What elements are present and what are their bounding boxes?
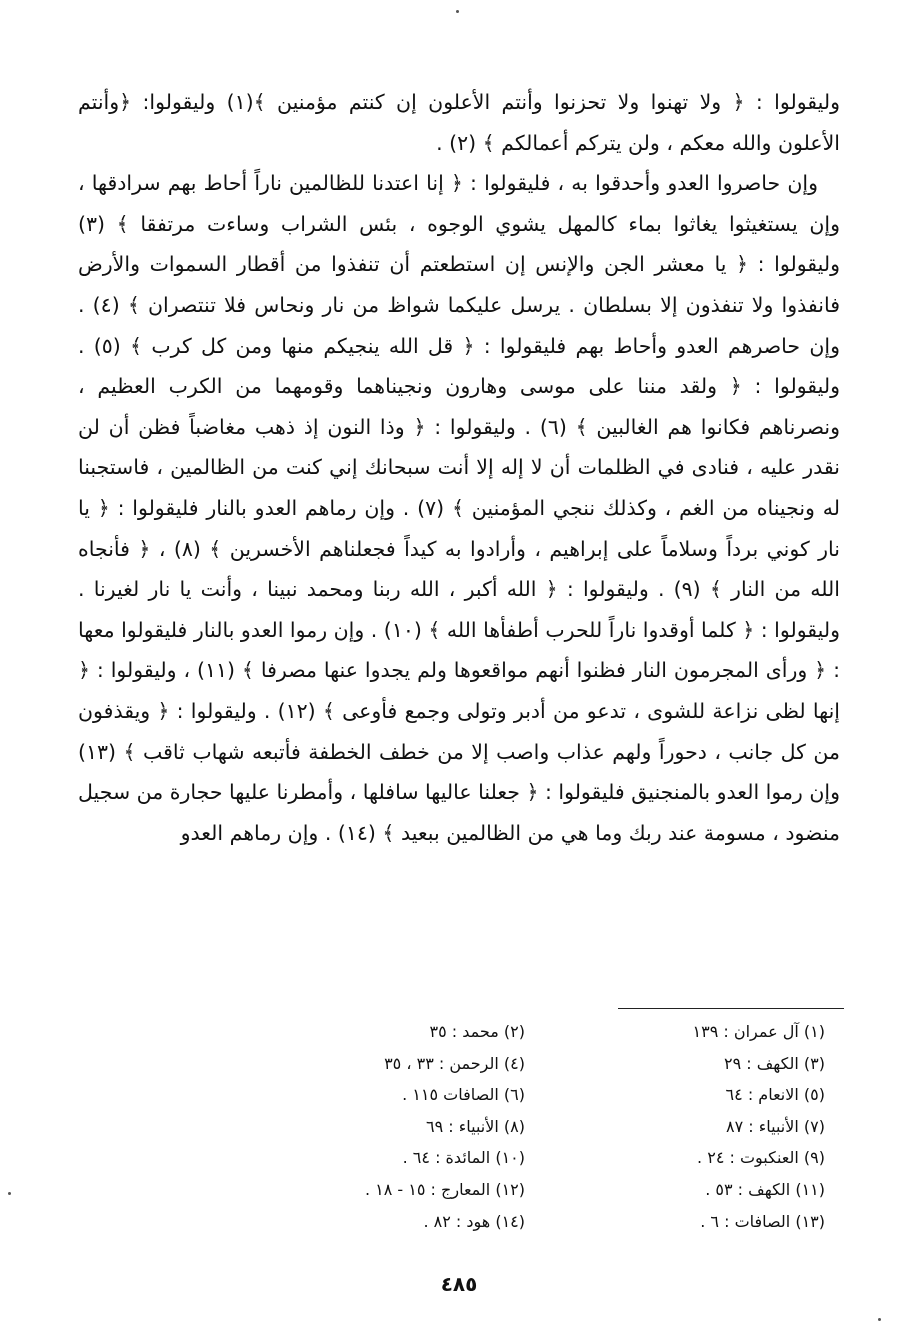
footnote-1: (١) آل عمران : ١٣٩	[692, 1022, 825, 1041]
main-text	[78, 82, 840, 853]
footnote-7: (٧) الأنبياء : ٨٧	[726, 1116, 825, 1136]
footnote-11: (١١) الكهف : ٥٣ .	[705, 1179, 825, 1199]
footnote-12: (١٢) المعارج : ١٥ - ١٨ .	[364, 1179, 525, 1199]
footnote-6: (٦) الصافات ١١٥ .	[402, 1085, 525, 1105]
scan-speck	[8, 1192, 11, 1195]
footnote-4: (٤) الرحمن : ٣٣ ، ٣٥	[384, 1053, 525, 1073]
footnotes-right-column	[625, 1016, 825, 1237]
footnote-8: (٨) الأنبياء : ٦٩	[426, 1116, 525, 1136]
footnotes	[315, 1016, 825, 1237]
scan-speck	[456, 10, 459, 13]
footnote-2: (٢) محمد : ٣٥	[429, 1022, 525, 1041]
footnotes-left-column	[315, 1016, 525, 1237]
footnote-separator	[618, 1008, 844, 1009]
footnote-3: (٣) الكهف : ٢٩	[723, 1053, 825, 1073]
page-number: ٤٨٥	[440, 1272, 478, 1296]
paragraph-2: وإن حاصروا العدو وأحدقوا به ، فليقولوا : ﴿ إنا اعتدنا للظالمين ناراً أحاط بهم سرادقها ، وإن يستغيثوا يغاثوا بماء كالمهل يشوي الوجوه ، بئس الشراب وساءت مرتفقا ﴾ (٣) وليقولوا : ﴿ يا معشر الجن والإنس إن استطعتم أن تنفذوا من أقطار السموات والأرض فانفذوا ولا تنفذون إلا بسلطان . يرسل عليكما شواظ من نار ونحاس فلا تنتصران ﴾ (٤) . وإن حاصرهم العدو وأحاط بهم فليقولوا : ﴿ قل الله ينجيكم منها ومن كل كرب ﴾ (٥) . وليقولوا : ﴿ ولقد مننا على موسى وهارون ونجيناهما وقومهما من الكرب العظيم ، ونصرناهم فكانوا هم الغالبين ﴾ (٦) . وليقولوا : ﴿ وذا النون إذ ذهب مغاضباً فظن أن لن نقدر عليه ، فنادى في الظلمات أن لا إله إلا أنت سبحانك إني كنت من الظالمين ، فاستجبنا له ونجيناه من الغم ، وكذلك ننجي المؤمنين ﴾ (٧) . وإن رماهم العدو بالنار فليقولوا : ﴿ يا نار كوني برداً وسلاماً على إبراهيم ، وأرادوا به كيداً فجعلناهم الأخسرين ﴾ (٨) ، ﴿ فأنجاه الله من النار ﴾ (٩) . وليقولوا : ﴿ الله أكبر ، الله ربنا ومحمد نبينا ، وأنت يا نار لغيرنا . وليقولوا : ﴿ كلما أوقدوا ناراً للحرب أطفأها الله ﴾ (١٠) . وإن رموا العدو بالنار فليقولوا معها : ﴿ ورأى المجرمون النار فظنوا أنهم مواقعوها ولم يجدوا عنها مصرفا ﴾ (١١) ، وليقولوا : ﴿ إنها لظى نزاعة للشوى ، تدعو من أدبر وتولى وجمع فأوعى ﴾ (١٢) . وليقولوا : ﴿ ويقذفون من كل جانب ، دحوراً ولهم عذاب واصب إلا من خطف الخطفة فأتبعه شهاب ثاقب ﴾ (١٣) وإن رموا العدو بالمنجنيق فليقولوا : ﴿ جعلنا عاليها سافلها ، وأمطرنا عليها حجارة من سجيل منضود ، مسومة عند ربك وما هي من الظالمين ببعيد ﴾ (١٤) . وإن رماهم العدو	[78, 171, 841, 845]
footnote-5: (٥) الانعام : ٦٤	[725, 1085, 825, 1105]
paragraph-1: وليقولوا : ﴿ ولا تهنوا ولا تحزنوا وأنتم الأعلون إن كنتم مؤمنين ﴾(١) وليقولوا: ﴿وأنتم الأعلون والله معكم ، ولن يتركم أعمالكم ﴾ (٢) .	[78, 90, 841, 155]
footnote-13: (١٣) الصافات : ٦ .	[700, 1211, 825, 1231]
footnote-10: (١٠) المائدة : ٦٤ .	[402, 1148, 525, 1168]
scan-speck	[878, 1318, 881, 1321]
footnote-9: (٩) العنكبوت : ٢٤ .	[697, 1148, 825, 1168]
footnote-14: (١٤) هود : ٨٢ .	[423, 1211, 525, 1231]
